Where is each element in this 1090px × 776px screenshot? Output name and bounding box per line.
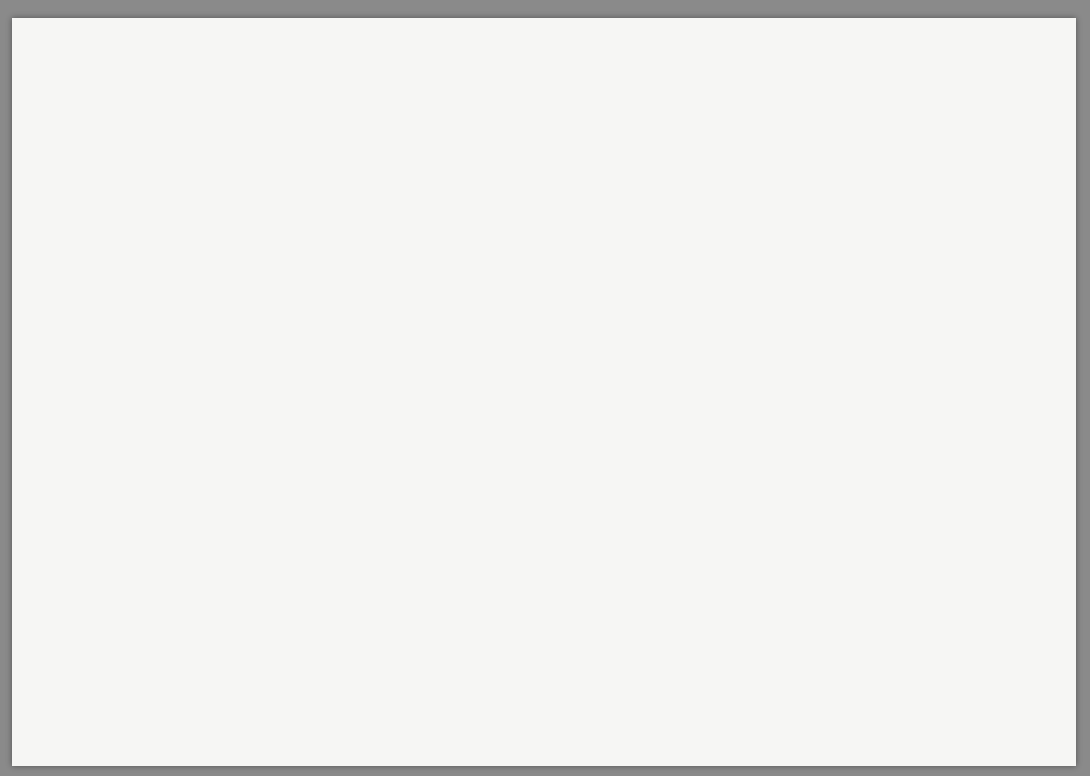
table-grid [12,18,1076,766]
census-sheet [12,18,1076,766]
